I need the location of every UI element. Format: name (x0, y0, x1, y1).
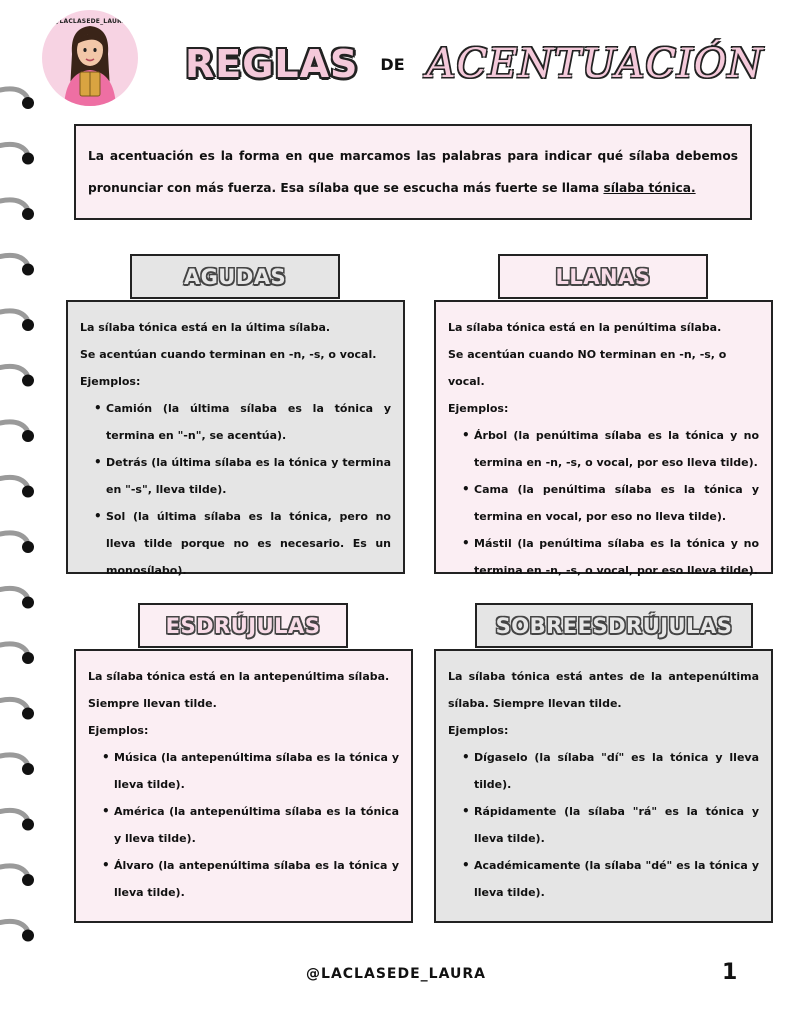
agudas-title: AGUDAS (183, 264, 287, 289)
agudas-box (66, 300, 405, 577)
title-acentuacion: ACENTUACIÓN (426, 41, 764, 87)
esdrujulas-line: Siempre llevan tilde. (88, 697, 217, 710)
list-item: • Académicamente (la sílaba "dé" es la tónica y lleva tilde). (462, 852, 759, 906)
spiral-coil (0, 422, 27, 430)
page-title (185, 36, 764, 92)
spiral-coil (0, 477, 27, 485)
list-item: • Sol (la última sílaba es la tónica, pero no lleva tilde porque no es necesario. Es un monosílabo). (94, 503, 391, 584)
binding-hole (22, 763, 34, 775)
sobreesdrujulas-line: Ejemplos: (448, 724, 509, 737)
agudas-examples (80, 395, 391, 584)
binding-hole (22, 708, 34, 720)
esdrujulas-header (138, 603, 348, 648)
binding-hole (22, 97, 34, 109)
esdrujulas-box (74, 649, 413, 923)
list-item: • Árbol (la penúltima sílaba es la tónica y no termina en -n, -s, o vocal, por eso lleva tilde). (462, 422, 759, 476)
list-item: • Música (la antepenúltima sílaba es la tónica y lleva tilde). (102, 744, 399, 798)
list-item: • Camión (la última sílaba es la tónica y termina en "-n", se acentúa). (94, 395, 391, 449)
page-number: 1 (722, 960, 738, 985)
title-reglas: REGLAS (185, 42, 359, 86)
binding-hole (22, 319, 34, 331)
llanas-title: LLANAS (555, 264, 651, 289)
sobreesdrujulas-header (475, 603, 753, 648)
spiral-coil (0, 699, 27, 707)
intro-box (74, 124, 752, 220)
binding-hole (22, 874, 34, 886)
list-item: • Detrás (la última sílaba es la tónica y termina en "-s", lleva tilde). (94, 449, 391, 503)
sobreesdrujulas-examples (448, 744, 759, 906)
llanas-box (434, 300, 773, 577)
binding-hole (22, 819, 34, 831)
binding-hole (22, 486, 34, 498)
intro-text (88, 140, 738, 204)
llanas-header (498, 254, 708, 299)
footer-handle: @LACLASEDE_LAURA (306, 966, 486, 982)
avatar-handle: @LACLASEDE_LAURA (53, 18, 127, 25)
binding-hole (22, 264, 34, 276)
llanas-line: La sílaba tónica está en la penúltima sílaba. (448, 321, 722, 334)
agudas-line: La sílaba tónica está en la última sílaba. (80, 321, 331, 334)
spiral-binding (0, 0, 40, 1024)
list-item: • Cama (la penúltima sílaba es la tónica y termina en vocal, por eso no lleva tilde). (462, 476, 759, 530)
binding-hole (22, 208, 34, 220)
llanas-line: Se acentúan cuando NO terminan en -n, -s, o vocal. (448, 348, 727, 388)
agudas-line: Ejemplos: (80, 375, 141, 388)
list-item: • Dígaselo (la sílaba "dí" es la tónica y lleva tilde). (462, 744, 759, 798)
spiral-coil (0, 644, 27, 652)
esdrujulas-examples (88, 744, 399, 906)
llanas-line: Ejemplos: (448, 402, 509, 415)
intro-highlight: sílaba tónica. (603, 181, 696, 195)
esdrujulas-title: ESDRÚJULAS (165, 613, 321, 638)
spiral-coil (0, 89, 27, 97)
spiral-coil (0, 866, 27, 874)
spiral-coil (0, 366, 27, 374)
spiral-coil (0, 533, 27, 541)
esdrujulas-line: La sílaba tónica está en la antepenúltima sílaba. (88, 670, 390, 683)
binding-hole (22, 541, 34, 553)
sobreesdrujulas-title: SOBREESDRÚJULAS (495, 613, 733, 638)
llanas-examples (448, 422, 759, 584)
spiral-coil (0, 144, 27, 152)
spiral-coil (0, 810, 27, 818)
avatar (42, 10, 138, 106)
binding-hole (22, 375, 34, 387)
esdrujulas-line: Ejemplos: (88, 724, 149, 737)
spiral-coil (0, 755, 27, 763)
list-item: • América (la antepenúltima sílaba es la tónica y lleva tilde). (102, 798, 399, 852)
title-de: DE (380, 54, 405, 74)
binding-hole (22, 930, 34, 942)
intro-body: La acentuación es la forma en que marcamos las palabras para indicar qué sílaba debemos pronunciar con más fuerza. Esa sílaba que se escucha más fuerte se llama (88, 149, 738, 195)
agudas-header (130, 254, 340, 299)
list-item: • Álvaro (la antepenúltima sílaba es la tónica y lleva tilde). (102, 852, 399, 906)
binding-hole (22, 430, 34, 442)
binding-hole (22, 153, 34, 165)
list-item: • Rápidamente (la sílaba "rá" es la tónica y lleva tilde). (462, 798, 759, 852)
spiral-coil (0, 255, 27, 263)
agudas-line: Se acentúan cuando terminan en -n, -s, o vocal. (80, 348, 377, 361)
binding-hole (22, 652, 34, 664)
sobreesdrujulas-box (434, 649, 773, 923)
list-item: • Mástil (la penúltima sílaba es la tónica y no termina en -n, -s, o vocal, por eso lleva tilde). (462, 530, 759, 584)
binding-hole (22, 597, 34, 609)
spiral-coil (0, 588, 27, 596)
spiral-coil (0, 200, 27, 208)
spiral-coil (0, 921, 27, 929)
sobreesdrujulas-line: La sílaba tónica está antes de la antepenúltima sílaba. Siempre llevan tilde. (448, 670, 759, 710)
spiral-coil (0, 311, 27, 319)
